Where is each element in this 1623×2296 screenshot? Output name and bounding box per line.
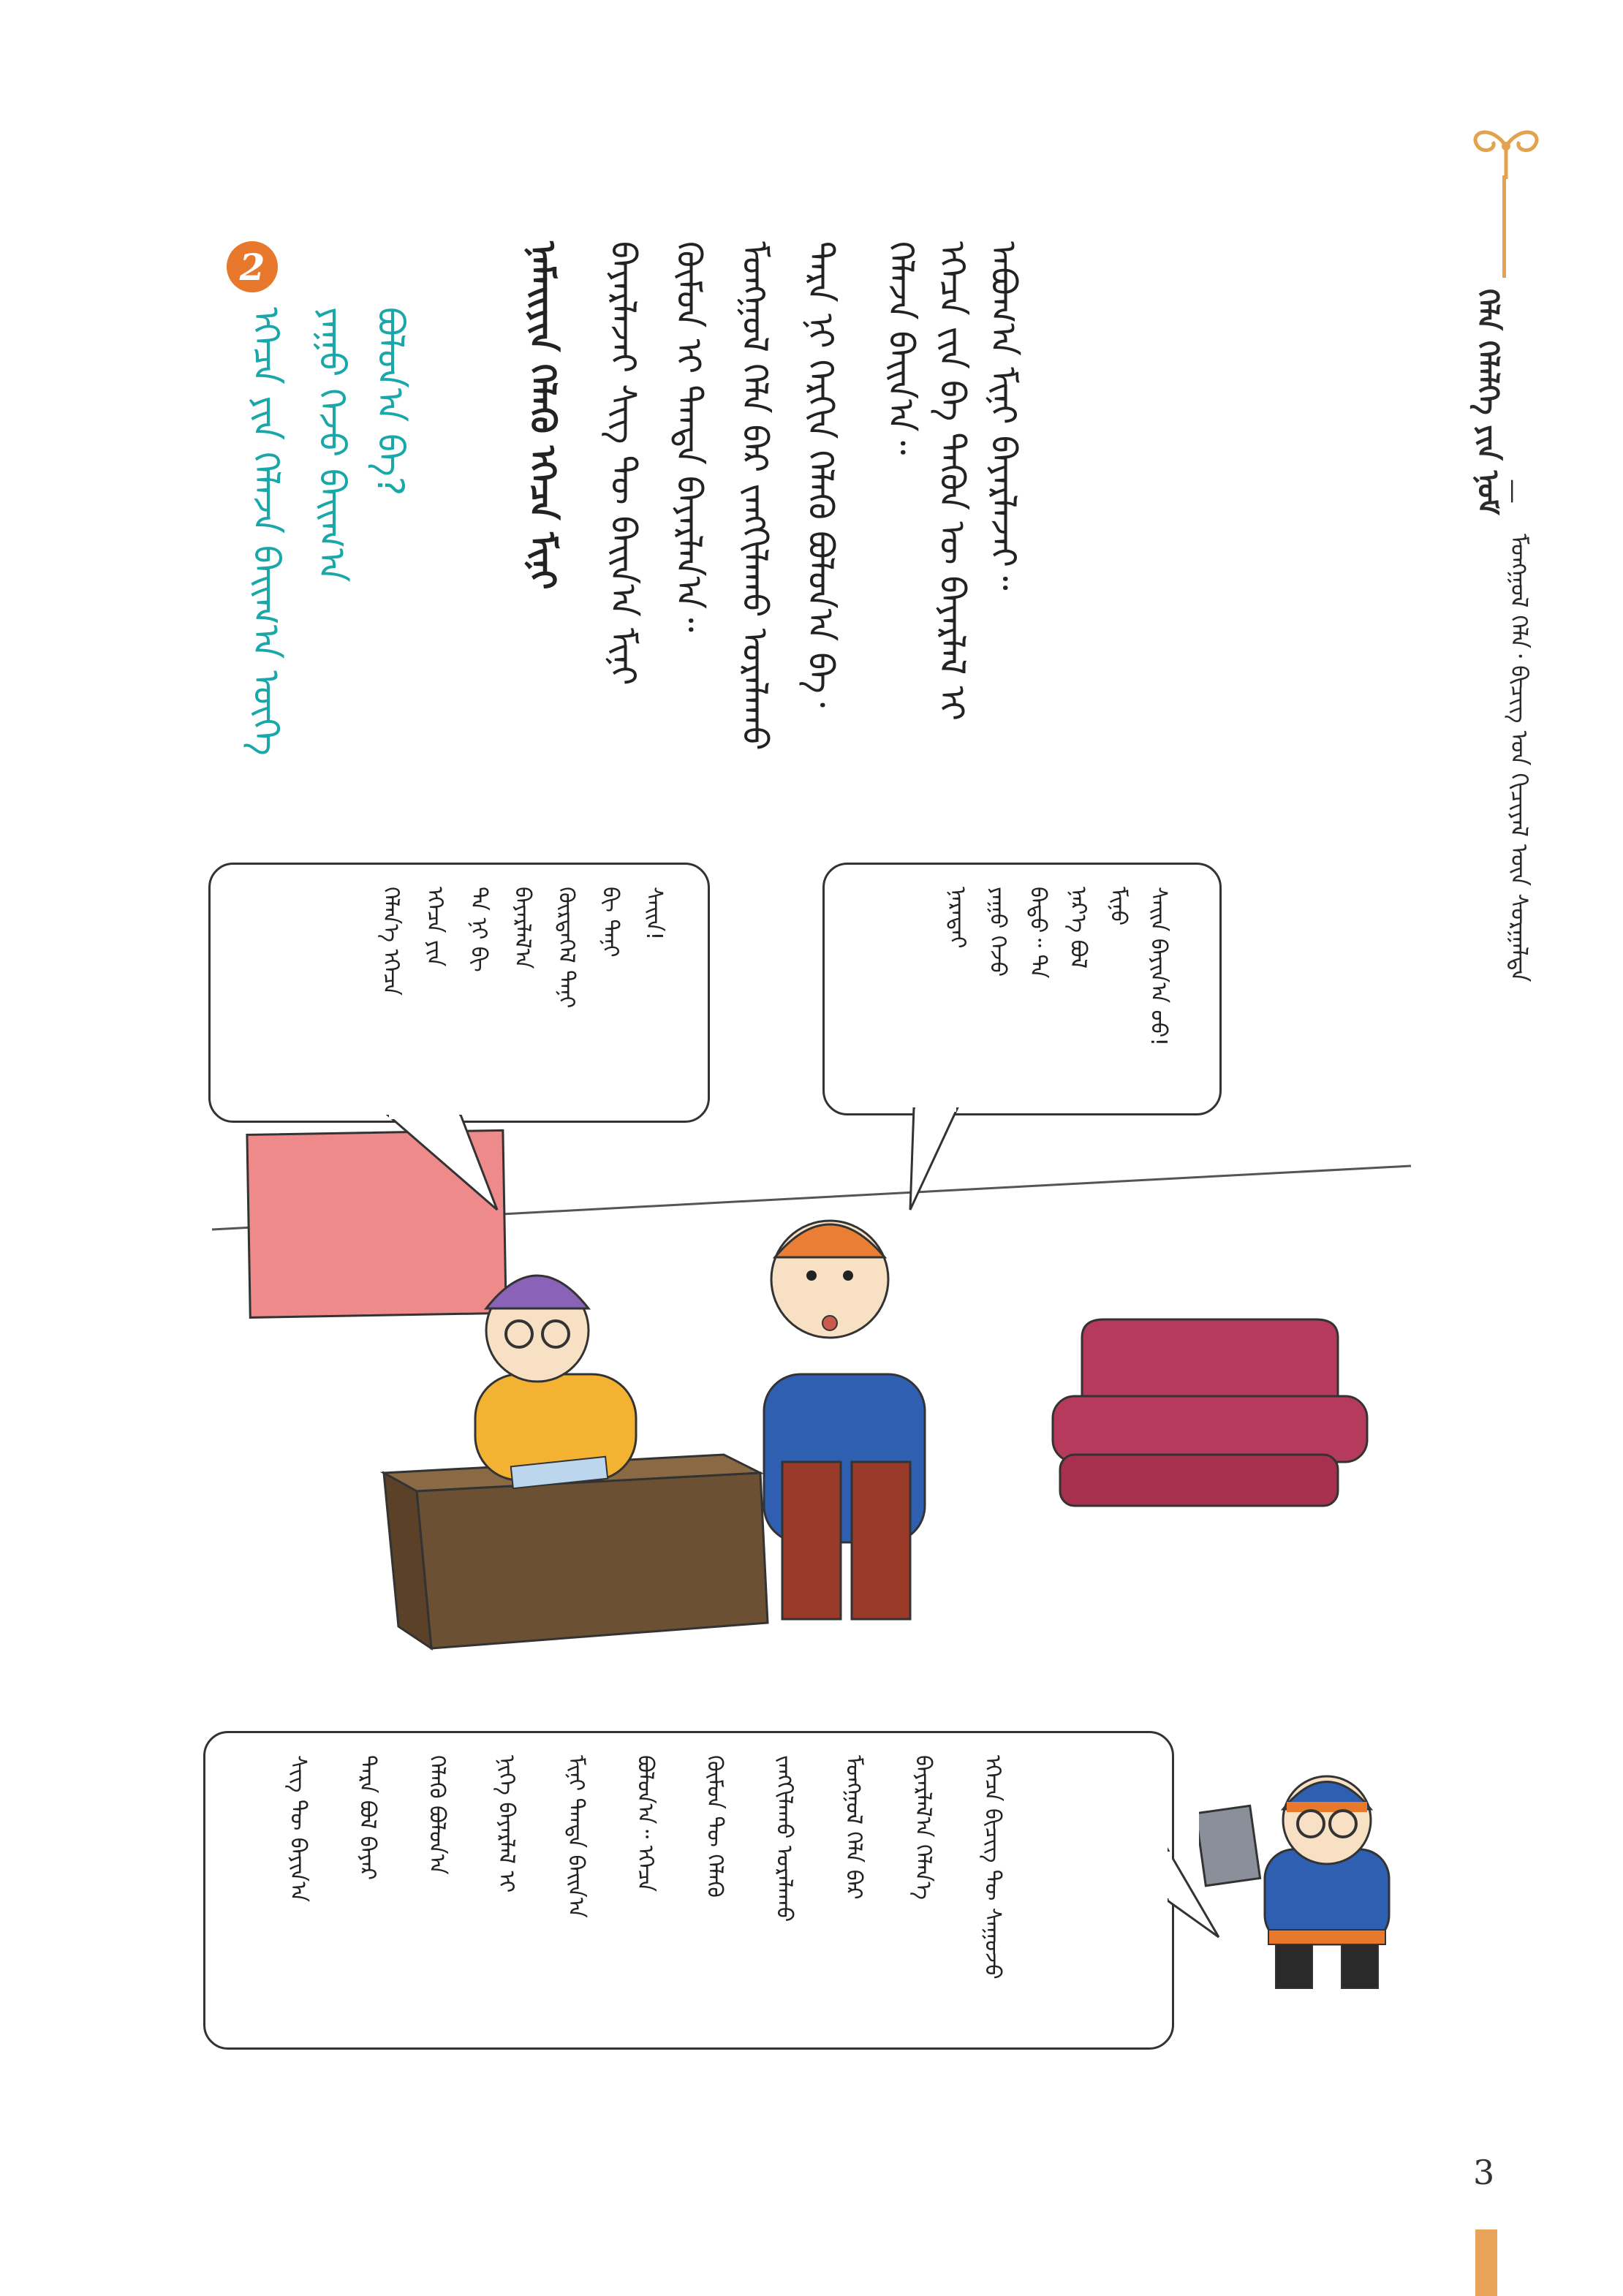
sofa — [1053, 1319, 1367, 1506]
question-column-1: ᠡᠭᠡᠴᠡ ᠶᠢᠨ ᠬᠡᠯᠡᠵᠡ ᠪᠠᠢᠭ᠎ᠠ ᠦᠭᠡ — [245, 307, 287, 756]
header-title: ᠬᠡᠯᠡ ᠬᠡᠯᠡᠯᠭᠡ ᠶᠢᠨ ᠨᠣᠮ — [1471, 289, 1505, 515]
desk — [384, 1455, 768, 1648]
body-column-3: ᠬᠡᠯᠡᠵᠡ ᠪᠠᠢᠨ᠎ᠠ᠃ — [880, 241, 921, 455]
bubble-right-tail — [907, 1107, 994, 1217]
question-column-3: ᠪᠣᠯᠣᠨ᠎ᠠ ᠪᠡ? — [369, 307, 412, 496]
body-column-7: ᠪᠠᠶᠠᠷᠯᠠᠵᠠᠢ ᠰᠢᠭ ᠲᠦ ᠪᠠᠢᠨ᠎ᠠ ᠮᠢᠨᠢ — [602, 241, 643, 686]
bubble-right-col-6: ᠨᠡᠷᠡᠲᠡᠢ — [945, 887, 970, 949]
bubble-right-col-2: ᠮᠢᠨᠦ — [1105, 887, 1131, 926]
question-number-badge: 2 — [227, 241, 278, 292]
bubble-bottom-col-2: ᠪᠠᠶᠠᠷᠯᠠᠯ᠎ᠠ ᠬᠡᠯᠡᠨ᠎ᠡ — [910, 1755, 936, 1900]
header-rule — [1502, 175, 1506, 278]
seated-man — [475, 1276, 636, 1488]
standing-man — [764, 1221, 925, 1619]
header-ornament-icon — [1462, 117, 1550, 183]
body-column-6: ᠬᠦᠮᠦᠨ ᠢ ᠲᠡᠨᠳᠡ ᠪᠠᠶᠠᠷᠯᠠᠨ᠎ᠠ᠃ — [668, 241, 709, 632]
bubble-bottom-tail — [1168, 1827, 1226, 1944]
bubble-bottom-col-9: ᠬᠡᠯᠡᠬᠦ ᠪᠣᠯᠣᠨ᠎ᠠ — [424, 1755, 450, 1875]
header-dash: — — [1499, 479, 1528, 507]
bubble-right-col-5: ᠶᠠᠭᠤ ᠭᠡᠵᠦ — [985, 887, 1010, 977]
body-column-8: ᠨᠠᠮᠠᠢᠶᠢᠨ ᠬᠡᠯᠡᠬᠦ ᠡᠭᠡᠴᠡ ᠮᠢᠨᠢ — [522, 241, 563, 590]
page-number: 3 — [1473, 2153, 1495, 2192]
speech-bubble-right — [822, 863, 1222, 1115]
bubble-left-col-5: ᠲᠠ ᠨᠢ ᠪᠢ — [466, 887, 491, 972]
bubble-left-col-7: ᠬᠡᠯᠡᠨ᠎ᠡ ᠡᠭᠡᠴᠡ — [378, 887, 404, 996]
bubble-right-col-1: ᠰᠠᠢᠨ ᠪᠠᠶᠢᠨ᠎ᠠ ᠤᠤ! — [1146, 887, 1171, 1047]
bubble-bottom-col-3: ᠮᠣᠩᠭᠣᠯ ᠬᠡᠯᠡ ᠪᠡᠷ — [841, 1755, 866, 1900]
header-subtitle: ᠮᠣᠩᠭᠣᠯ ᠬᠡᠯᠡ᠂ ᠪᠢᠴᠢᠭ ᠤᠨ ᠬᠢᠴᠢᠶᠡᠯ ᠦᠨ ᠰᠤᠷᠭᠠᠯᠲᠠ — [1505, 534, 1533, 982]
page-edge-tab — [1475, 2229, 1497, 2296]
bubble-bottom-col-7: ᠮᠢᠨᠢ ᠲᠡᠨᠳᠡ ᠪᠠᠢᠨ᠎ᠠ — [563, 1755, 589, 1918]
bubble-bottom-col-10: ᠲᠡᠷᠡ ᠪᠣᠯ ᠪᠠᠶᠠᠷ — [355, 1755, 380, 1881]
bubble-left-col-1: ᠰᠠᠢᠨ! — [641, 887, 667, 941]
body-column-2: ᠡᠭᠡᠴᠡ ᠵᠢᠨ ᠪᠡ ᠲᠡᠭᠦᠨ ᠦ ᠪᠠᠶᠠᠷᠯᠠᠯ ᠢ — [931, 241, 972, 721]
boy-illustration — [1199, 1740, 1433, 2003]
bubble-right-col-4: ᠪᠠᠲᠤ᠃ ᠲᠠ — [1025, 887, 1051, 979]
speech-bubble-left — [208, 863, 710, 1123]
body-column-5: ᠮᠣᠩᠭᠣᠯ ᠬᠡᠯᠡ ᠪᠡᠷ ᠵᠠᠩᠭᠢᠯᠠᠬᠤ ᠤᠷᠠᠯᠠᠬᠤ — [734, 241, 775, 751]
bubble-bottom-col-4: ᠵᠠᠩᠭᠢᠯᠠᠬᠤ ᠤᠷᠠᠯᠠᠬᠤ — [771, 1755, 797, 1922]
bubble-bottom-col-6: ᠪᠣᠯᠣᠨ᠎ᠠ᠃ ᠡᠭᠡᠴᠡ — [632, 1755, 658, 1893]
body-column-1: ᠠᠪᠤᠭ᠎ᠠ ᠮᠢᠨᠢ ᠪᠠᠶᠠᠷᠯᠠᠵᠠᠢ᠃ — [983, 241, 1024, 591]
bubble-left-col-4: ᠪᠠᠶᠠᠷᠯᠠᠯ᠎ᠠ — [510, 887, 535, 969]
bubble-right-col-3: ᠨᠡᠷ᠎ᠡ ᠪᠣᠯ — [1065, 887, 1091, 969]
bubble-bottom-col-1: ᠡᠭᠡᠴᠡ ᠪᠢᠴᠢᠭ ᠲᠦ ᠰᠠᠭᠤᠵᠤ — [980, 1755, 1005, 1979]
bubble-bottom-col-8: ᠨᠢᠭᠡ ᠪᠠᠶᠠᠷᠯᠠᠯ ᠢ — [493, 1755, 519, 1893]
bubble-left-col-3: ᠬᠦᠷᠲᠡᠭᠡᠯ ᠲᠠᠨᠢ — [553, 887, 579, 1009]
bubble-left-col-6: ᠡᠭᠡᠴᠡ ᠶᠢᠨ — [422, 887, 447, 967]
question-column-2: ᠶᠠᠭᠤ ᠭᠡᠵᠦ ᠪᠠᠢᠭ᠎ᠠ — [311, 307, 353, 583]
bubble-left-col-2: ᠪᠢ ᠲᠠᠨᠢ — [597, 887, 623, 958]
speech-bubble-bottom — [203, 1731, 1174, 2050]
bubble-bottom-col-11: ᠰᠢᠭ ᠲᠦ ᠪᠠᠶᠢᠨ᠎ᠠ — [285, 1755, 311, 1902]
bubble-bottom-col-5: ᠬᠦᠮᠦᠨ ᠲᠦ ᠬᠡᠯᠡᠬᠦ — [702, 1755, 727, 1898]
body-column-4: ᠲᠡᠷᠡ ᠨᠢ ᠬᠡᠷᠬᠢᠨ ᠬᠡᠯᠡᠬᠦ ᠪᠣᠯᠣᠨ᠎ᠠ ᠪᠡ᠂ — [800, 241, 841, 708]
bubble-left-tail — [380, 1115, 512, 1217]
